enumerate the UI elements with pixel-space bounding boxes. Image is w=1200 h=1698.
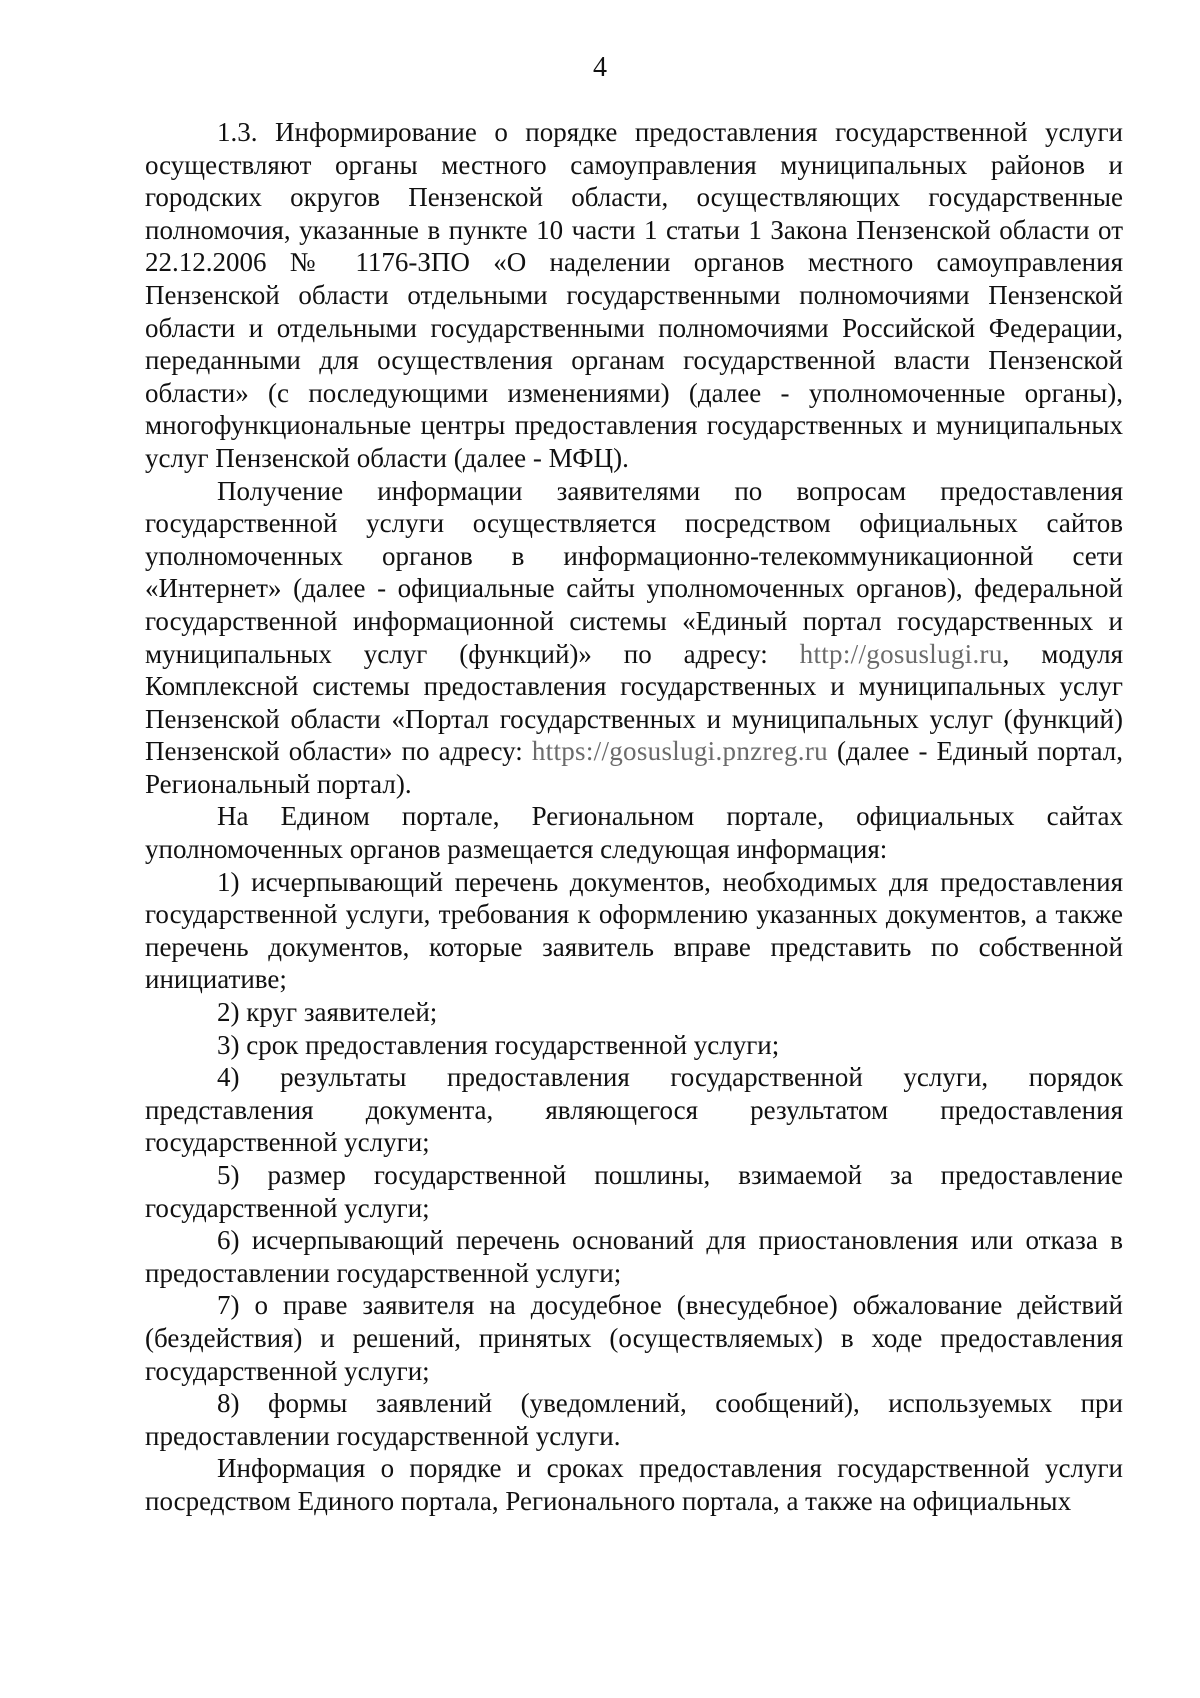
paragraph-procedure-info: Информация о порядке и сроках предоставления государственной услуги посредством Единого портала, Регионального портала, а также на официальных bbox=[145, 1453, 1123, 1516]
list-item-fee: 5) размер государственной пошлины, взимаемой за предоставление государственной услуги; bbox=[145, 1160, 1123, 1223]
list-item-applicants: 2) круг заявителей; bbox=[217, 997, 438, 1028]
list-item-documents: 1) исчерпывающий перечень документов, необходимых для предоставления государственной услуги, требования к оформлению указанных документов, а также перечень документов, которые заявитель вправе представить по собственной инициативе; bbox=[145, 866, 1123, 995]
paragraph-informing-bodies: 1.3. Информирование о порядке предоставления государственной услуги осуществляют органы местного самоуправления муниципальных районов и городских округов Пензенской области, осуществляющих государственные полномочия, указанные в пункте 10 части 1 статьи 1 Закона Пензенской области от 22.12.2006 № 1176-ЗПО «О наделении органов местного самоуправления Пензенской области отдельными государственными полномочиями Пензенской области и отдельными государственными полномочиями Российской Федерации, переданными для осуществления органам государственной власти Пензенской области» (с последующими изменениями) (далее - уполномоченные органы), многофункциональные центры предоставления государственных и муниципальных услуг Пензенской области (далее - МФЦ). bbox=[145, 117, 1123, 473]
document-body bbox=[145, 116, 1123, 1518]
page-number: 4 bbox=[593, 52, 607, 83]
list-item-refusal-grounds: 6) исчерпывающий перечень оснований для приостановления или отказа в предоставлении государственной услуги; bbox=[145, 1225, 1123, 1288]
paragraph-published-information: На Едином портале, Региональном портале, официальных сайтах уполномоченных органов размещается следующая информация: bbox=[145, 801, 1123, 865]
paragraph-text: , модуля Комплексной системы предоставления государственных и муниципальных услуг Пензенской области «Портал государственных и муниципальных услуг (функций) Пензенской области» по адресу: bbox=[145, 638, 1123, 767]
paragraph-text: (далее - Единый портал, Региональный портал). bbox=[145, 736, 1123, 799]
gosuslugi-link[interactable]: http://gosuslugi.ru bbox=[799, 638, 1003, 669]
list-item-forms: 8) формы заявлений (уведомлений, сообщений), используемых при предоставлении государственной услуги. bbox=[145, 1388, 1123, 1451]
regional-portal-link[interactable]: https://gosuslugi.pnzreg.ru bbox=[531, 736, 828, 767]
list-item-results: 4) результаты предоставления государственной услуги, порядок представления документа, являющегося результатом предоставления государственной услуги; bbox=[145, 1062, 1123, 1158]
paragraph-obtaining-information bbox=[145, 475, 1123, 801]
list-item-term: 3) срок предоставления государственной услуги; bbox=[217, 1029, 780, 1060]
list-item-appeal-right: 7) о праве заявителя на досудебное (внесудебное) обжалование действий (бездействия) и решений, принятых (осуществляемых) в ходе предоставления государственной услуги; bbox=[145, 1290, 1123, 1386]
paragraph-text: Получение информации заявителями по вопросам предоставления государственной услуги осуществляется посредством официальных сайтов уполномоченных органов в информационно-телекоммуникационной сети «Интернет» (далее - официальные сайты уполномоченных органов), федеральной государственной информационной системы «Единый портал государственных и муниципальных услуг (функций)» по адресу: bbox=[145, 475, 1123, 669]
